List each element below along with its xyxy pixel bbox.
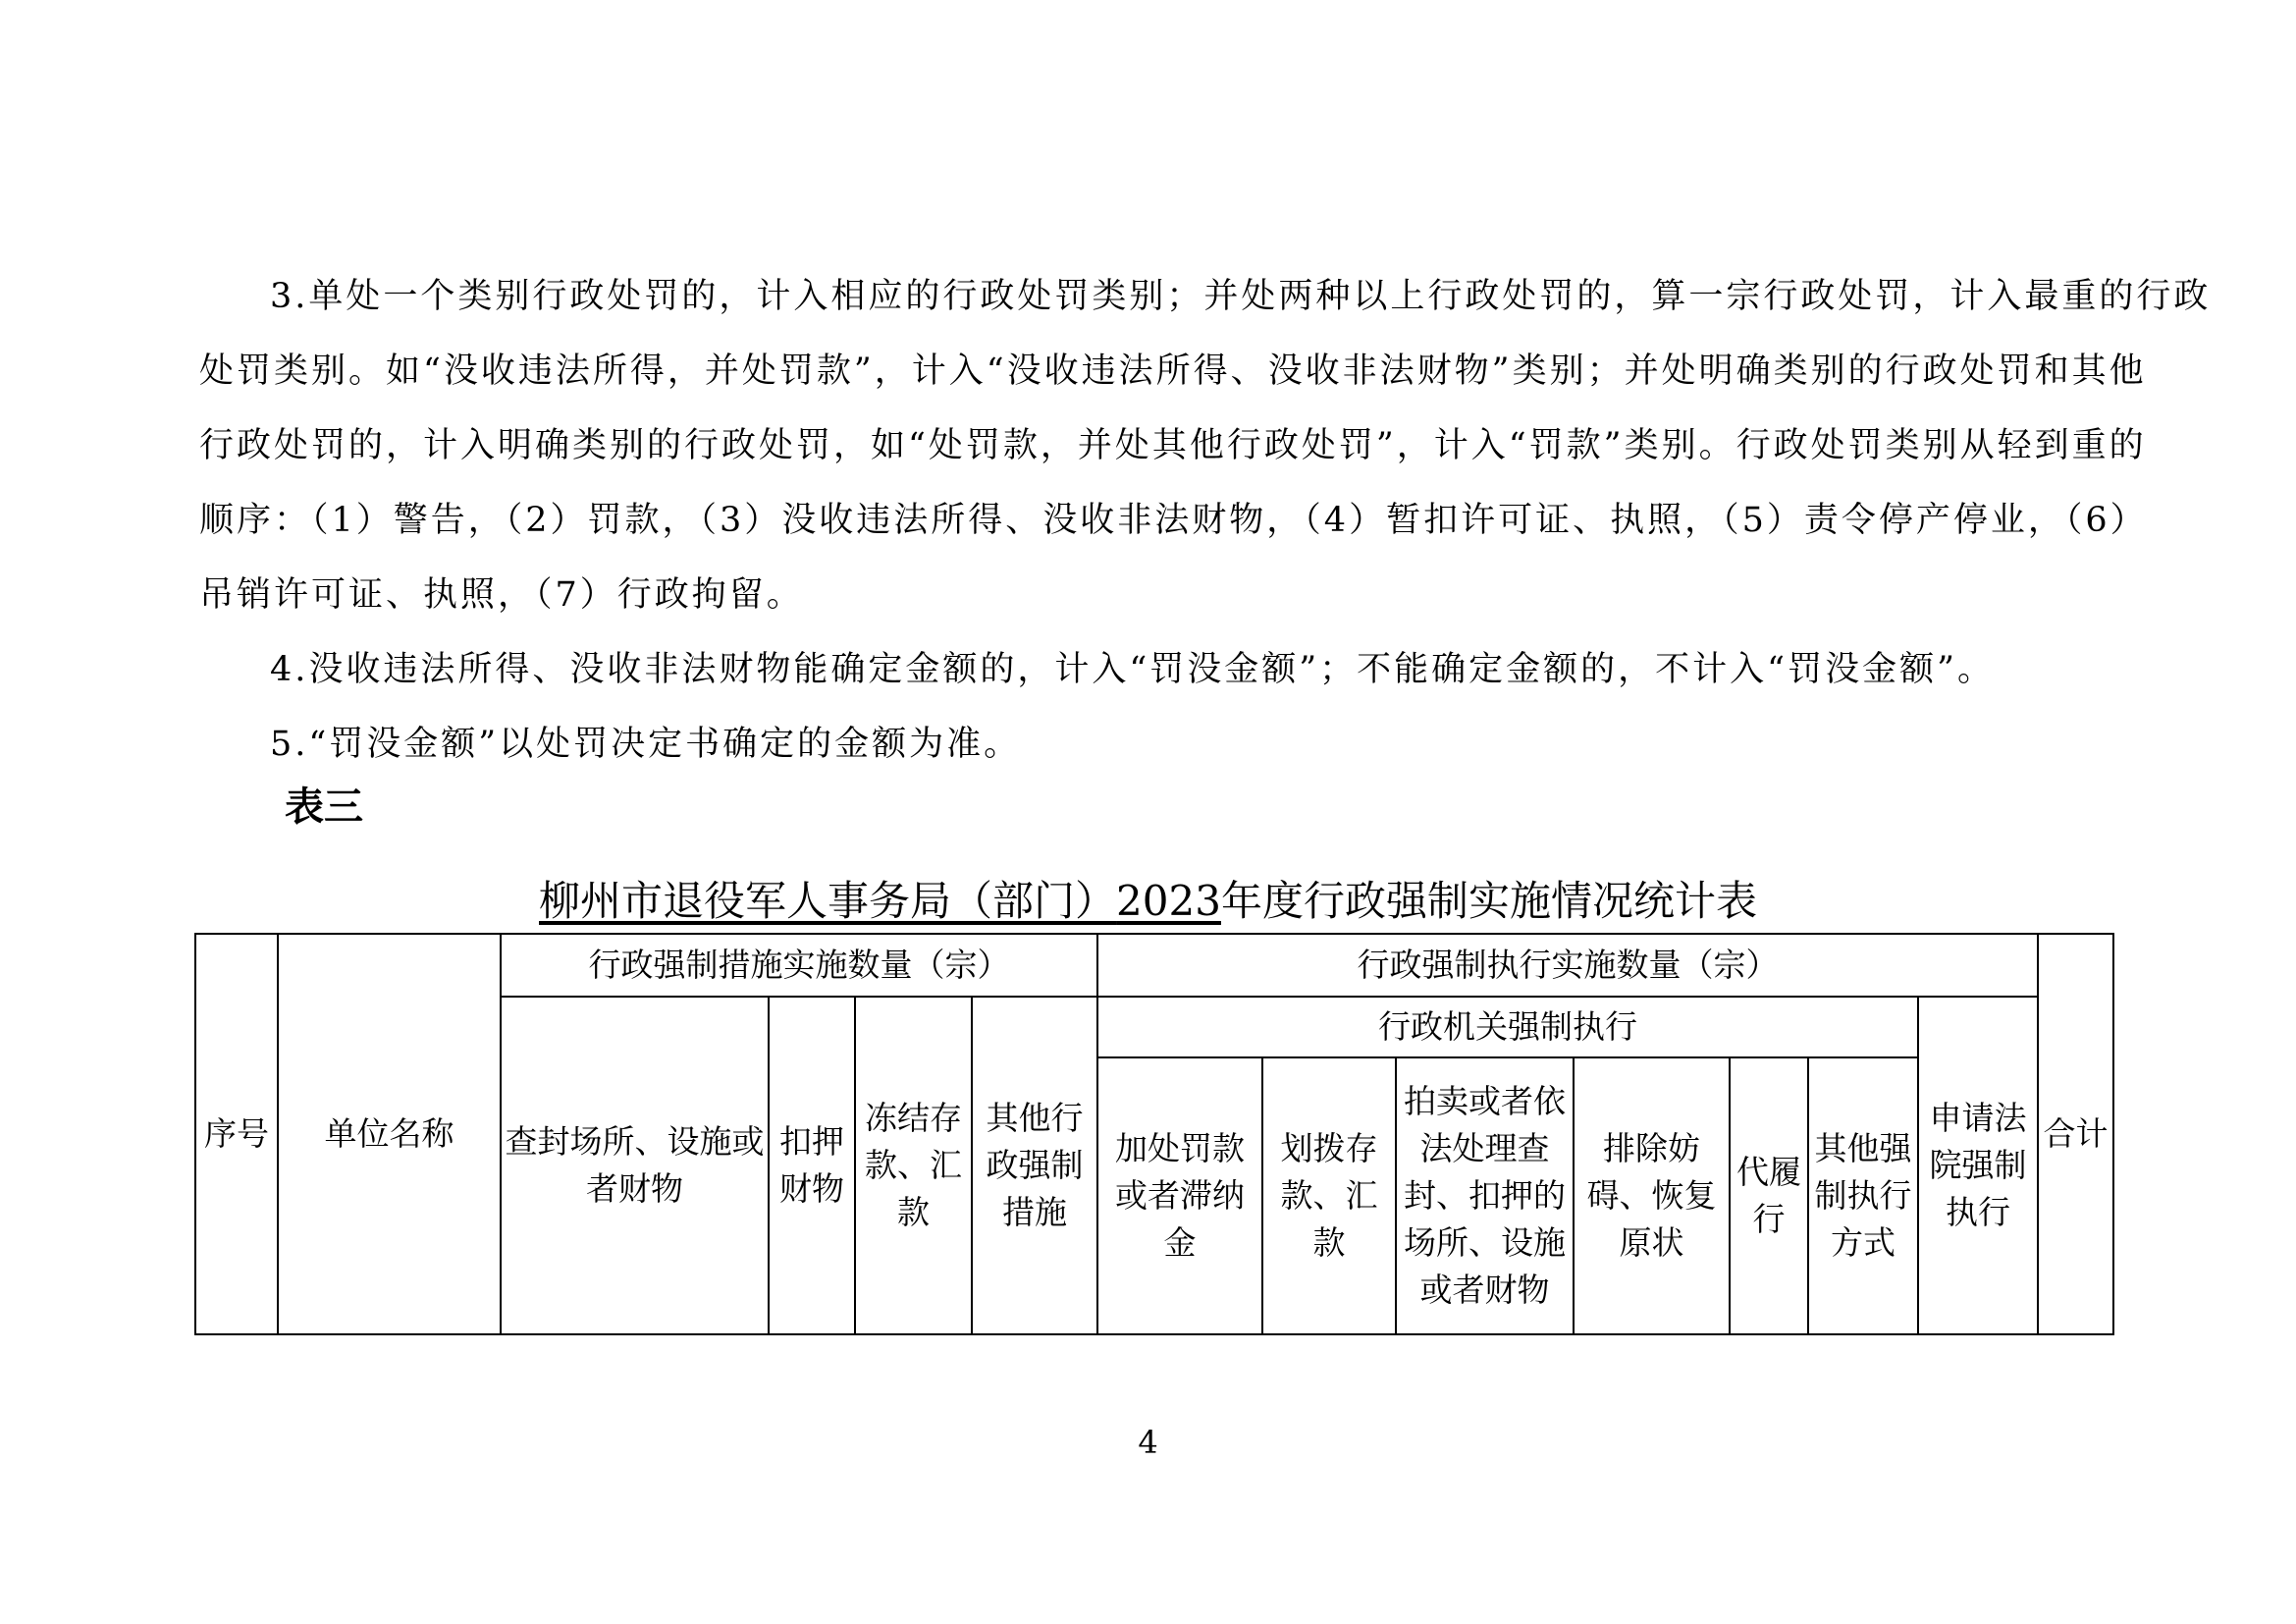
- header-exec-other: 其他强制执行方式: [1808, 1057, 1918, 1334]
- header-seq: 序号: [195, 934, 278, 1334]
- header-exec-fine: 加处罚款或者滞纳金: [1097, 1057, 1262, 1334]
- header-measure-seize: 扣押财物: [769, 997, 855, 1334]
- note-5-text: 5.“罚没金额”以处罚决定书确定的金额为准。: [270, 725, 1022, 764]
- header-measure-freeze: 冻结存款、汇款: [855, 997, 972, 1334]
- table-title: [0, 869, 2296, 928]
- enforcement-stats-table: [194, 933, 2114, 1335]
- note-3: [199, 259, 2212, 632]
- note-5: [199, 707, 2113, 782]
- note-3-line-3: 行政处罚的，计入明确类别的行政处罚，如“处罚款，并处其他行政处罚”，计入“罚款”类别。行政处罚类别从轻到重的: [199, 426, 2147, 465]
- note-3-line-2: 处罚类别。如“没收违法所得，并处罚款”，计入“没收违法所得、没收非法财物”类别；并处明确类别的行政处罚和其他: [199, 352, 2147, 391]
- header-admin-exec-group: 行政机关强制执行: [1097, 997, 1918, 1057]
- table-title-unit: 柳州市退役军人事务局（部门）: [539, 877, 1117, 925]
- page-number: 4: [1138, 1424, 1158, 1461]
- note-3-line-1: 3.单处一个类别行政处罚的，计入相应的行政处罚类别；并处两种以上行政处罚的，算一宗行政处罚，计入最重的行政: [270, 277, 2212, 316]
- note-3-line-5: 吊销许可证、执照，（7）行政拘留。: [199, 575, 804, 615]
- header-exec-transfer: 划拨存款、汇款: [1262, 1057, 1396, 1334]
- note-3-line-4: 顺序：（1）警告，（2）罚款，（3）没收违法所得、没收非法财物，（4）暂扣许可证、执照，（5）责令停产停业，（6）: [199, 501, 2148, 540]
- header-measure-seal: 查封场所、设施或者财物: [501, 997, 769, 1334]
- header-total: 合计: [2038, 934, 2113, 1334]
- header-exec-remove: 排除妨碍、恢复原状: [1574, 1057, 1730, 1334]
- header-measure-other: 其他行政强制措施: [972, 997, 1097, 1334]
- header-exec-auction: 拍卖或者依法处理查封、扣押的场所、设施或者财物: [1396, 1057, 1574, 1334]
- header-unit-name: 单位名称: [278, 934, 501, 1334]
- header-measures-group: 行政强制措施实施数量（宗）: [501, 934, 1097, 997]
- section-label: 表三: [285, 785, 363, 830]
- header-exec-substitute: 代履行: [1730, 1057, 1808, 1334]
- header-court-exec: 申请法院强制执行: [1918, 997, 2038, 1334]
- header-execution-group: 行政强制执行实施数量（宗）: [1097, 934, 2038, 997]
- table-title-rest: 年度行政强制实施情况统计表: [1220, 877, 1757, 925]
- note-4: [199, 632, 2113, 707]
- table-title-year: 2023: [1116, 877, 1221, 925]
- note-4-text: 4.没收违法所得、没收非法财物能确定金额的，计入“罚没金额”；不能确定金额的，不计入“罚没金额”。: [270, 650, 1995, 689]
